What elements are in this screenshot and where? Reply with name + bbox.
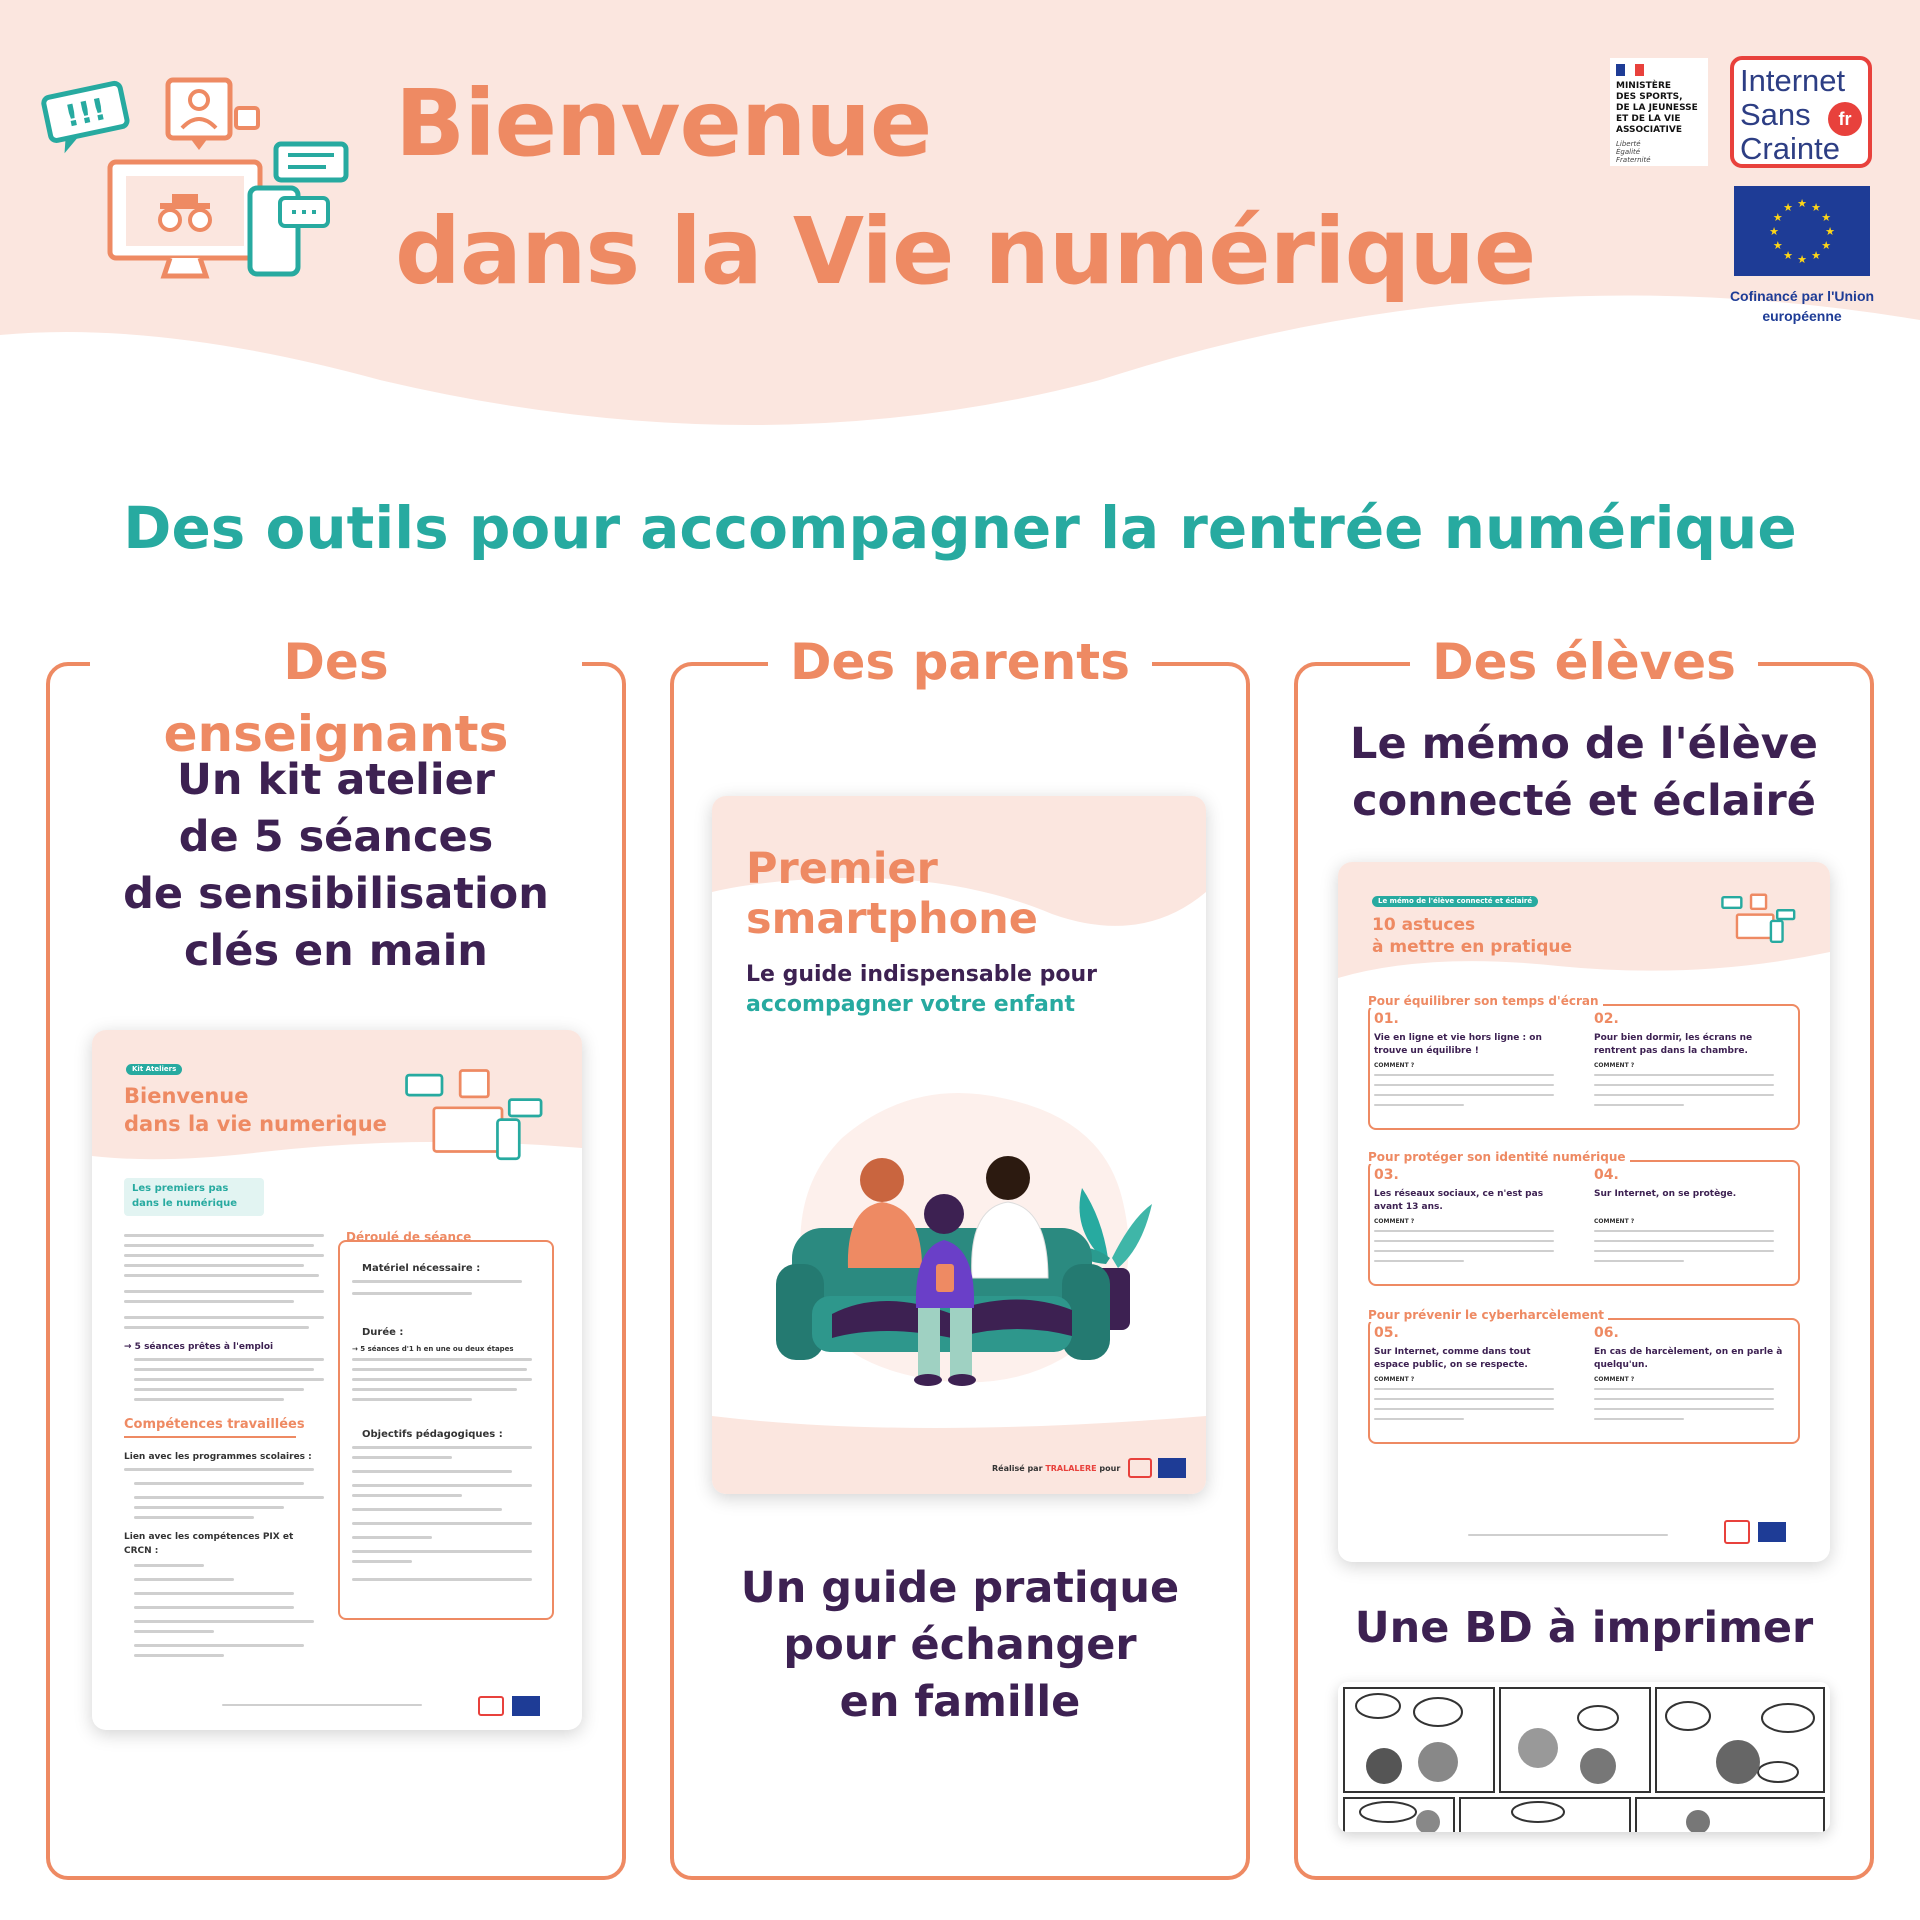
page-title (395, 60, 1535, 316)
doc-tag (124, 1178, 264, 1216)
memo-item-number: 06. (1594, 1325, 1619, 1341)
svg-text:!!!: !!! (62, 92, 110, 135)
memo-text-line (1374, 1074, 1554, 1076)
memo-section-box (1368, 1004, 1800, 1130)
eu-star-icon: ★ (1821, 239, 1832, 252)
family-on-couch-illustration (772, 1078, 1162, 1408)
eu-star-icon: ★ (1797, 197, 1807, 210)
memo-text-line (1374, 1398, 1554, 1400)
doc-competences: Compétences travaillées (124, 1417, 305, 1432)
memo-title (1372, 914, 1572, 958)
doc-lien-pix: Lien avec les compétences PIX et CRCN : (124, 1532, 294, 1556)
memo-section-box (1368, 1160, 1800, 1286)
isc-line: Crainte (1740, 131, 1840, 166)
doc-lien-programmes: Lien avec les programmes scolaires : (124, 1452, 312, 1462)
memo-pill: Le mémo de l'élève connecté et éclairé (1372, 896, 1538, 907)
memo-text-line (1374, 1418, 1464, 1420)
doc-objectifs: Objectifs pédagogiques : (362, 1429, 503, 1440)
doc-title (124, 1082, 387, 1138)
teachers-description (60, 752, 612, 980)
parents-description-line: pour échanger (783, 1620, 1137, 1670)
memo-text-line (1594, 1260, 1684, 1262)
memo-section-title: Pour protéger son identité numérique (1368, 1150, 1630, 1164)
memo-isc-logo (1724, 1520, 1750, 1544)
comic-description: Une BD à imprimer (1354, 1603, 1814, 1653)
french-flag-icon (1616, 64, 1644, 76)
memo-item-text: Les réseaux sociaux, ce n'est pas avant 13 ans. (1374, 1189, 1544, 1212)
eu-star-icon: ★ (1783, 249, 1793, 263)
memo-item-number: 02. (1594, 1011, 1619, 1027)
guide-footer-made: Réalisé par (992, 1464, 1043, 1473)
eu-star-icon: ★ (1783, 200, 1793, 214)
guide-eu-logo (1158, 1458, 1186, 1478)
parents-heading: Des parents (768, 626, 1152, 698)
memo-item-number: 05. (1374, 1325, 1399, 1341)
teachers-description-line: de 5 séances (178, 812, 494, 862)
students-description-line: Le mémo de l'élève (1350, 719, 1818, 769)
memo-item-number: 04. (1594, 1167, 1619, 1183)
teachers-description-line: clés en main (184, 926, 488, 976)
students-description (1308, 716, 1860, 830)
guide-subtitle (746, 960, 1097, 1020)
memo-text-line (1594, 1418, 1684, 1420)
memo-item-number: 01. (1374, 1011, 1399, 1027)
guide-isc-logo (1128, 1458, 1152, 1478)
parents-description (684, 1560, 1236, 1731)
teachers-heading: Des enseignants (90, 626, 582, 770)
comic-strip-illustration (1338, 1682, 1830, 1832)
parents-guide-document[interactable] (712, 796, 1206, 1494)
memo-text-line (1594, 1250, 1774, 1252)
subtitle: Des outils pour accompagner la rentrée numérique (123, 494, 1797, 562)
memo-section-box (1368, 1318, 1800, 1444)
ministry-line: ET DE LA VIE (1616, 114, 1681, 124)
ministry-logo (1610, 58, 1708, 166)
internet-sans-crainte-logo (1730, 56, 1872, 168)
eu-star-icon: ★ (1825, 225, 1835, 238)
teacher-kit-document[interactable] (92, 1030, 582, 1730)
alert-bubble-icon (43, 82, 131, 155)
memo-comment-label: COMMENT ? (1374, 1376, 1415, 1383)
memo-title-line: à mettre en pratique (1372, 937, 1573, 957)
memo-text-line (1374, 1408, 1554, 1410)
memo-text-line (1594, 1240, 1774, 1242)
memo-section-title: Pour prévenir le cyberharcèlement (1368, 1308, 1608, 1322)
doc-badge: Kit Ateliers (126, 1064, 182, 1075)
students-description-line: connecté et éclairé (1352, 776, 1816, 826)
memo-text-line (1594, 1408, 1774, 1410)
memo-text-line (1374, 1260, 1464, 1262)
ministry-line: DE LA JEUNESSE (1616, 103, 1698, 113)
guide-subtitle-line: accompagner votre enfant (746, 992, 1075, 1017)
eu-cofunding-text: Cofinancé par l'Union européenne (1729, 288, 1875, 324)
memo-comment-label: COMMENT ? (1374, 1218, 1415, 1225)
eu-star-icon: ★ (1797, 253, 1807, 266)
student-memo-document[interactable] (1338, 862, 1830, 1562)
memo-text-line (1594, 1104, 1684, 1106)
ministry-line: MINISTÈRE (1616, 81, 1672, 91)
ministry-line: DES SPORTS, (1616, 92, 1683, 102)
smartphone-icon (250, 188, 328, 274)
doc-title-line: Bienvenue (124, 1084, 249, 1108)
doc-seances-text: → 5 séances prêtes à l'emploi (124, 1342, 274, 1352)
memo-item-text: Vie en ligne et vie hors ligne : on trouve un équilibre ! (1374, 1033, 1542, 1056)
guide-subtitle-line: Le guide indispensable pour (746, 962, 1097, 987)
parents-heading-wrap (714, 626, 1206, 698)
doc-duree-detail: → 5 séances d'1 h en une ou deux étapes (352, 1345, 514, 1353)
chat-lines-icon (276, 144, 346, 180)
guide-footer-for: pour (1099, 1464, 1121, 1473)
eu-star-icon: ★ (1772, 211, 1783, 224)
memo-text-line (1594, 1094, 1774, 1096)
guide-title-line: smartphone (746, 894, 1038, 944)
doc-tag-line: dans le numérique (132, 1198, 238, 1209)
motto-line: Fraternité (1616, 156, 1651, 164)
memo-comment-label: COMMENT ? (1594, 1218, 1635, 1225)
memo-text-line (1594, 1230, 1774, 1232)
memo-eu-logo (1758, 1522, 1786, 1542)
memo-item-text: En cas de harcèlement, on en parle à quelqu'un. (1594, 1347, 1783, 1370)
comic-strip-preview[interactable] (1338, 1682, 1830, 1832)
memo-item-text: Sur Internet, on se protège. (1594, 1189, 1737, 1199)
memo-title-line: 10 astuces (1372, 915, 1476, 935)
memo-text-line (1374, 1084, 1554, 1086)
motto-line: Égalité (1616, 148, 1641, 156)
memo-comment-label: COMMENT ? (1374, 1062, 1415, 1069)
memo-text-line (1594, 1074, 1774, 1076)
isc-fr-badge: fr (1828, 102, 1862, 136)
students-heading-wrap (1338, 626, 1830, 698)
memo-text-line (1594, 1388, 1774, 1390)
parents-description-line: Un guide pratique (740, 1563, 1180, 1613)
memo-text-line (1594, 1398, 1774, 1400)
guide-title-line: Premier (746, 844, 938, 894)
isc-line: Sans (1740, 97, 1811, 132)
page-title-line-2: dans la Vie numérique (395, 198, 1536, 305)
memo-text-line (1374, 1240, 1554, 1242)
doc-title-line: dans la vie numerique (124, 1112, 387, 1136)
eu-star-icon: ★ (1769, 225, 1779, 238)
eu-star-icon: ★ (1811, 249, 1821, 263)
doc-materiel: Matériel nécessaire : (362, 1263, 481, 1274)
doc-deroule: Déroulé de séance (346, 1230, 472, 1244)
memo-text-line (1374, 1250, 1554, 1252)
eu-star-icon: ★ (1772, 239, 1783, 252)
teachers-heading-wrap (90, 626, 582, 770)
guide-footer-bg (712, 1416, 1206, 1494)
guide-title (746, 844, 1038, 944)
motto-line: Liberté (1616, 140, 1641, 148)
memo-text-line (1374, 1230, 1554, 1232)
teachers-description-line: de sensibilisation (123, 869, 549, 919)
doc-illustration-icon (402, 1066, 552, 1166)
monitor-icon (110, 162, 260, 276)
isc-line: Internet (1740, 63, 1846, 98)
memo-illustration-icon (1720, 892, 1800, 946)
eu-star-icon: ★ (1821, 211, 1832, 224)
doc-duree: Durée : (362, 1327, 404, 1338)
doc-tag-line: Les premiers pas (132, 1183, 229, 1194)
memo-text-line (1374, 1094, 1554, 1096)
eu-star-icon: ★ (1811, 200, 1821, 214)
ministry-motto (1616, 140, 1702, 164)
memo-comment-label: COMMENT ? (1594, 1062, 1635, 1069)
memo-comment-label: COMMENT ? (1594, 1376, 1635, 1383)
ministry-line: ASSOCIATIVE (1616, 125, 1682, 135)
guide-footer (992, 1464, 1120, 1474)
memo-item-text: Sur Internet, comme dans tout espace public, on se respecte. (1374, 1347, 1531, 1370)
digital-life-illustration (40, 70, 370, 290)
memo-text-line (1374, 1104, 1464, 1106)
memo-item-text: Pour bien dormir, les écrans ne rentrent pas dans la chambre. (1594, 1033, 1753, 1056)
parents-description-line: en famille (839, 1677, 1081, 1727)
memo-item-number: 03. (1374, 1167, 1399, 1183)
guide-footer-brand: TRALALERE (1045, 1464, 1097, 1473)
memo-text-line (1374, 1388, 1554, 1390)
teachers-description-line: Un kit atelier (177, 755, 495, 805)
memo-text-line (1594, 1084, 1774, 1086)
page-title-line-1: Bienvenue (395, 70, 932, 177)
eu-flag-icon (1734, 186, 1870, 276)
profile-card-icon (168, 80, 258, 150)
memo-section-title: Pour équilibrer son temps d'écran (1368, 994, 1603, 1008)
students-heading: Des élèves (1410, 626, 1758, 698)
